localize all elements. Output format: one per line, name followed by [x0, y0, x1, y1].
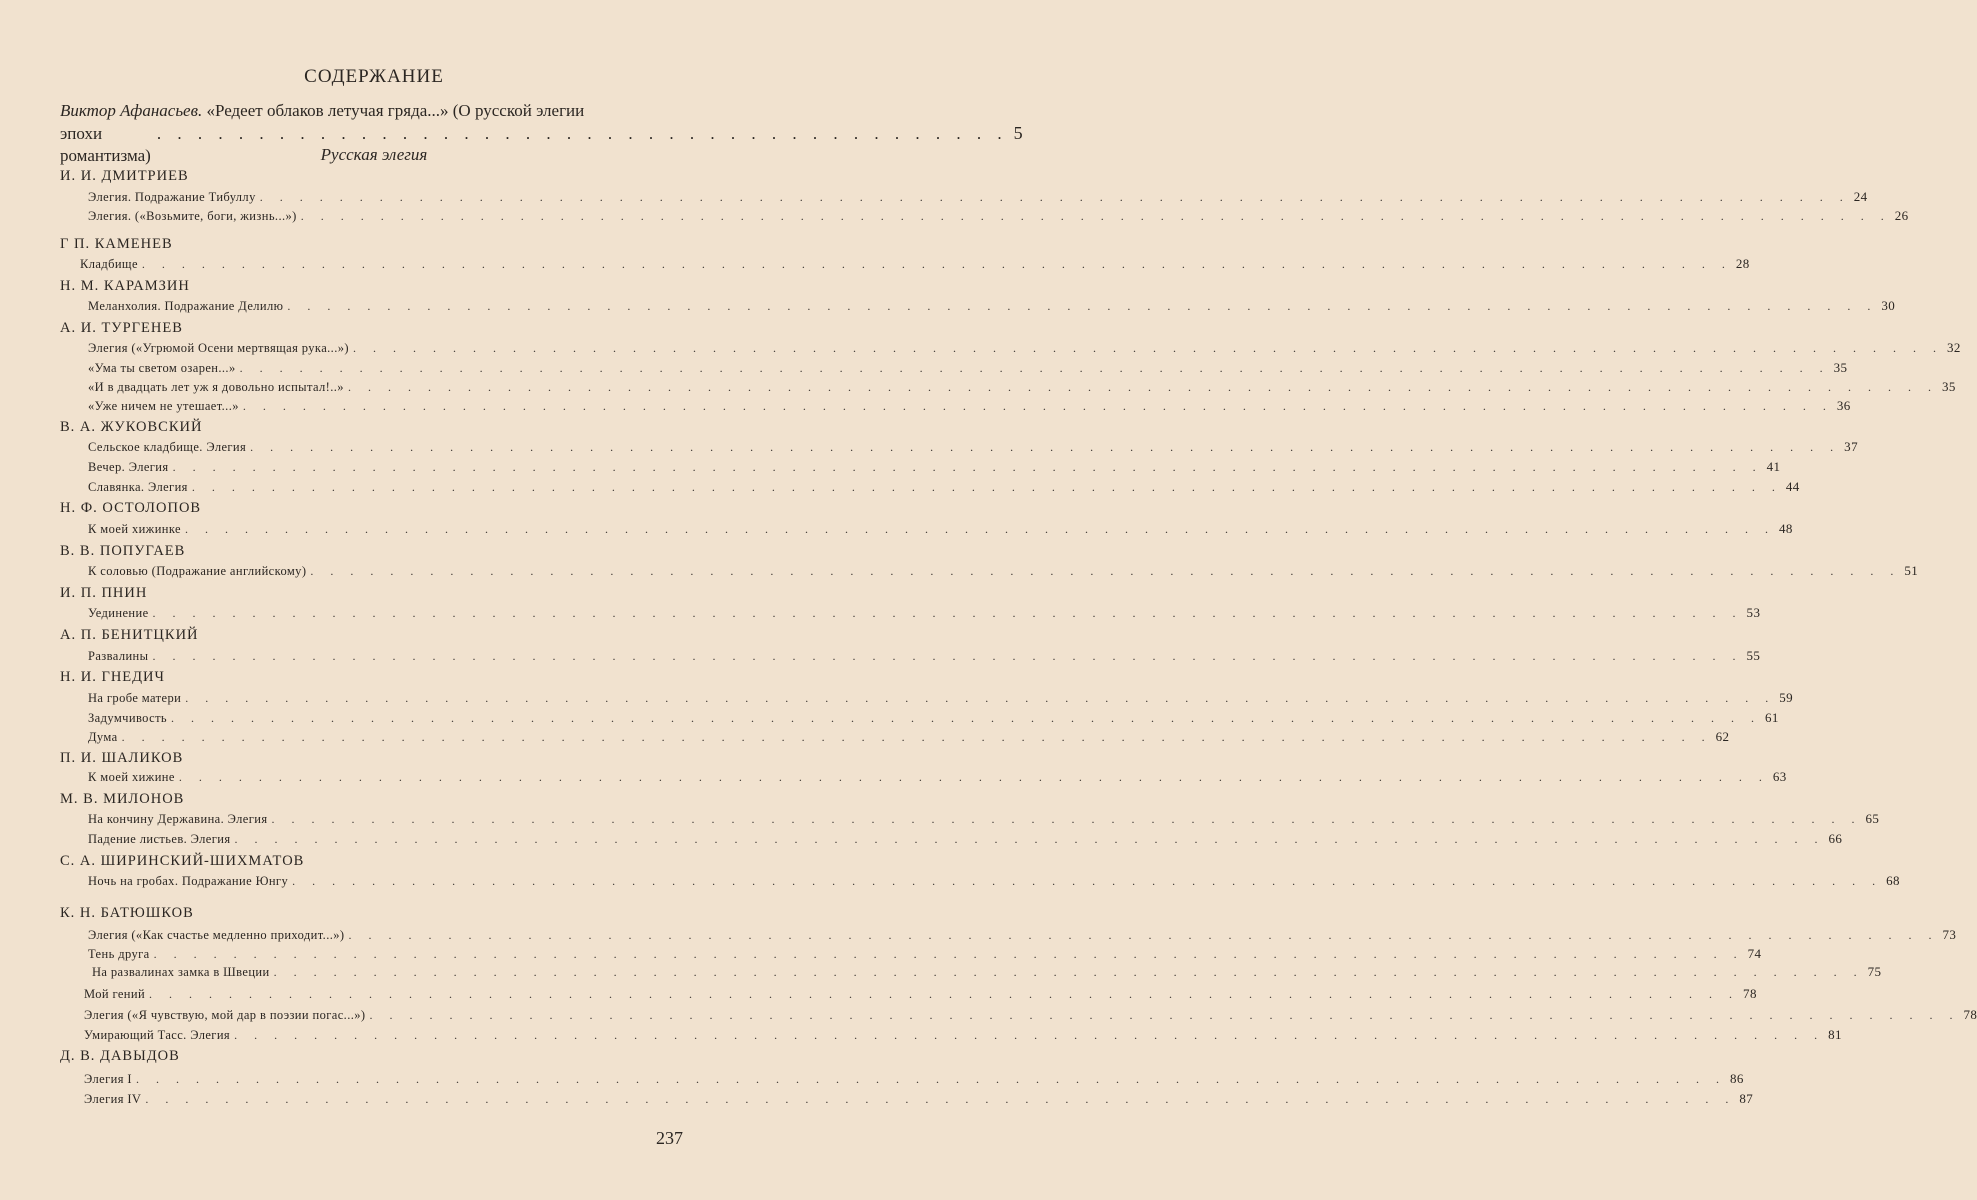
entry-title: «Ума ты светом озарен...» — [88, 361, 236, 375]
leader-dots: . . . . . . . . . . . . . . . . . . . . . . . . . . . . . . . . . . . . . . . . . . . . . . . . . . . . . . . . . . . . . . . . . . . . . . . . . . . . . . . . — [287, 299, 1878, 313]
author-name: П. И. ШАЛИКОВ — [60, 750, 184, 766]
entry-title: Задумчивость — [88, 711, 168, 725]
author-name: Д. В. ДАВЫДОВ — [60, 1048, 180, 1064]
entry-page: 59 — [1779, 690, 1794, 705]
leader-dots: . . . . . . . . . . . . . . . . . . . . . . . . . . . . . . . . . . . . . . . . . . . . . . . . . . . . . . . . . . . . . . . . . . . . . . . . . . . . . . . . — [300, 209, 1891, 223]
entry-title: Кладбище — [80, 257, 138, 271]
toc-entry — [84, 1091, 1754, 1107]
entry-title: Падение листьев. Элегия — [88, 832, 231, 846]
entry-title: Славянка. Элегия — [88, 480, 188, 494]
entry-title: «И в двадцать лет уж я довольно испытал!..» — [88, 380, 344, 394]
entry-page: 51 — [1904, 563, 1919, 578]
leader-dots: . . . . . . . . . . . . . . . . . . . . . . . . . . . . . . . . . . . . . . . . . . . . . . . . . . . . . . . . . . . . . . . . . . . . . . . . . . . . . . . . — [347, 380, 1938, 394]
page-number: 237 — [656, 1128, 683, 1148]
section-title: Русская элегия — [320, 145, 428, 164]
leader-dots: . . . . . . . . . . . . . . . . . . . . . . . . . . . . . . . . . . . . . . . . . . . . . . . . . . . . . . . . . . . . . . . . . . . . . . . . . . . . . . . . — [250, 440, 1841, 454]
entry-page: 68 — [1886, 873, 1900, 888]
toc-entry — [88, 927, 1957, 943]
entry-title: Ночь на гробах. Подражание Юнгу — [88, 874, 289, 888]
entry-page: 78 — [1963, 1007, 1977, 1022]
toc-entry — [88, 459, 1781, 475]
entry-title: Элегия IV — [84, 1092, 142, 1106]
toc-entry — [80, 256, 1750, 272]
entry-title: Уединение — [88, 606, 149, 620]
entry-page: 86 — [1729, 1071, 1744, 1086]
intro-author: Виктор Афанасьев. — [60, 101, 203, 120]
leader-dots: . . . . . . . . . . . . . . . . . . . . . . . . . . . . . . . . . . . . . . . . . . . . . . . . . . . . . . . . . . . . . . . . . . . . . . . . . . . . . . . . — [149, 987, 1740, 1001]
toc-entry — [88, 769, 1787, 785]
leader-dots: . . . . . . . . . . . . . . . . . . . . . . . . . . . . . . . . . . . . . . . . . . . . . . . . . . . . . . . . . . . . . . . . . . . . . . . . . . . . . . . . — [152, 649, 1743, 663]
leader-dots: . . . . . . . . . . . . . . . . . . . . . . . . . . . . . . . . . . . . . . . . . . . . . . . . . . . . . . . . . . . . . . . . . . . . . . . . . . . . . . . . — [310, 564, 1901, 578]
toc-entry — [84, 1071, 1744, 1087]
entry-title: Элегия. Подражание Тибуллу — [88, 190, 256, 204]
leader-dots: . . . . . . . . . . . . . . . . . . . . . . . . . . . . . . . . . . . . . . . . . . . . . . . . . . . . . . . . . . . . . . . . . . . . . . . . . . . . . . . . — [185, 522, 1776, 536]
toc-entry — [88, 946, 1762, 962]
toc-entry — [88, 379, 1956, 395]
entry-title: Тень друга — [88, 947, 150, 961]
intro-page: 5 — [1013, 123, 1023, 143]
entry-page: 48 — [1779, 521, 1793, 536]
leader-dots: . . . . . . . . . . . . . . . . . . . . . . . . . . . . . . . . . . . . . . . . . . . . . . . . . . . . . . . . . . . . . . . . . . . . . . . . . . . . . . . . — [152, 606, 1743, 620]
leader-dots: . . . . . . . . . . . . . . . . . . . . . . . . . . . . . . . . . . . . . . . . . . . . . . . . . . . . . . . . . . . . . . . . . . . . . . . . . . . . . . . . — [135, 1072, 1726, 1086]
entry-page: 35 — [1833, 360, 1848, 375]
entry-page: 53 — [1746, 605, 1761, 620]
toc-entry — [88, 811, 1880, 827]
entry-page: 44 — [1785, 479, 1800, 494]
entry-title: Элегия («Я чувствую, мой дар в поэзии погас...») — [84, 1008, 366, 1022]
toc-entry — [88, 189, 1868, 205]
author-name: К. Н. БАТЮШКОВ — [60, 905, 194, 921]
entry-page: 66 — [1828, 831, 1843, 846]
intro-line-1 — [60, 100, 696, 122]
toc-entry — [88, 831, 1843, 847]
entry-title: На кончину Державина. Элегия — [88, 812, 268, 826]
toc-entry — [84, 986, 1757, 1002]
entry-title: К моей хижинке — [88, 522, 182, 536]
entry-page: 41 — [1766, 459, 1781, 474]
author-name: И. П. ПНИН — [60, 585, 148, 601]
page-heading: СОДЕРЖАНИЕ — [304, 66, 444, 87]
entry-page: 65 — [1865, 811, 1880, 826]
entry-title: Элегия («Угрюмой Осени мертвящая рука...») — [88, 341, 349, 355]
leader-dots: . . . . . . . . . . . . . . . . . . . . . . . . . . . . . . . . . . . . . . . . . . . . . . . . . . . . . . . . . . . . . . . . . . . . . . . . . . . . . . . . — [242, 399, 1833, 413]
entry-page: 62 — [1715, 729, 1730, 744]
entry-page: 61 — [1765, 710, 1779, 725]
entry-title: Элегия («Как счастье медленно приходит...») — [88, 928, 345, 942]
entry-page: 28 — [1735, 256, 1750, 271]
leader-dots: . . . . . . . . . . . . . . . . . . . . . . . . . . . . . . . . . . . . . . . . . . . . . . . . . . . . . . . . . . . . . . . . . . . . . . . . . . . . . . . . — [234, 832, 1825, 846]
toc-entry — [88, 690, 1794, 706]
entry-title: Умирающий Тасс. Элегия — [84, 1028, 231, 1042]
entry-title: Сельское кладбище. Элегия — [88, 440, 247, 454]
toc-entry — [88, 208, 1909, 224]
entry-page: 55 — [1746, 648, 1761, 663]
entry-title: Вечер. Элегия — [88, 460, 169, 474]
leader-dots: . . . . . . . . . . . . . . . . . . . . . . . . . . . . . . . . . . . . . . . . . . . . . . . . . . . . . . . . . . . . . . . . . . . . . . . . . . . . . . . . — [185, 691, 1776, 705]
author-name: Г П. КАМЕНЕВ — [60, 236, 173, 252]
entry-page: 35 — [1941, 379, 1956, 394]
author-name: М. В. МИЛОНОВ — [60, 791, 185, 807]
leader-dots: . . . . . . . . . . . . . . . . . . . . . . . . . . . . . . . . . . . . . . . . . . — [156, 124, 1008, 143]
toc-entry — [88, 648, 1761, 664]
toc-entry — [84, 1027, 1842, 1043]
entry-page: 78 — [1743, 986, 1757, 1001]
entry-title: Дума — [88, 730, 118, 744]
entry-page: 87 — [1739, 1091, 1754, 1106]
author-name: И. И. ДМИТРИЕВ — [60, 168, 189, 184]
entry-page: 75 — [1867, 964, 1882, 979]
toc-entry — [88, 521, 1793, 537]
entry-title: Элегия. («Возьмите, боги, жизнь...») — [88, 209, 297, 223]
entry-title: Мой гений — [84, 987, 146, 1001]
leader-dots: . . . . . . . . . . . . . . . . . . . . . . . . . . . . . . . . . . . . . . . . . . . . . . . . . . . . . . . . . . . . . . . . . . . . . . . . . . . . . . . . — [191, 480, 1782, 494]
entry-title: На развалинах замка в Швеции — [92, 965, 270, 979]
leader-dots: . . . . . . . . . . . . . . . . . . . . . . . . . . . . . . . . . . . . . . . . . . . . . . . . . . . . . . . . . . . . . . . . . . . . . . . . . . . . . . . . — [273, 965, 1864, 979]
toc-entry — [88, 873, 1900, 889]
leader-dots: . . . . . . . . . . . . . . . . . . . . . . . . . . . . . . . . . . . . . . . . . . . . . . . . . . . . . . . . . . . . . . . . . . . . . . . . . . . . . . . . — [153, 947, 1744, 961]
leader-dots: . . . . . . . . . . . . . . . . . . . . . . . . . . . . . . . . . . . . . . . . . . . . . . . . . . . . . . . . . . . . . . . . . . . . . . . . . . . . . . . . — [292, 874, 1883, 888]
entry-page: 36 — [1836, 398, 1851, 413]
intro-title-part1: «Редеет облаков летучая гряда...» (О русской элегии — [206, 101, 585, 120]
toc-entry — [88, 298, 1896, 314]
author-name: А. П. БЕНИТЦКИЙ — [60, 627, 199, 643]
leader-dots: . . . . . . . . . . . . . . . . . . . . . . . . . . . . . . . . . . . . . . . . . . . . . . . . . . . . . . . . . . . . . . . . . . . . . . . . . . . . . . . . — [145, 1092, 1736, 1106]
intro-title-part2: эпохи романтизма) — [60, 124, 151, 165]
entry-page: 73 — [1942, 927, 1957, 942]
toc-entry — [88, 710, 1779, 726]
author-name: Н. И. ГНЕДИЧ — [60, 669, 165, 685]
leader-dots: . . . . . . . . . . . . . . . . . . . . . . . . . . . . . . . . . . . . . . . . . . . . . . . . . . . . . . . . . . . . . . . . . . . . . . . . . . . . . . . . — [369, 1008, 1960, 1022]
entry-title: Элегия I — [84, 1072, 132, 1086]
toc-entry — [92, 964, 1882, 980]
author-name: Н. Ф. ОСТОЛОПОВ — [60, 500, 202, 516]
entry-page: 74 — [1747, 946, 1762, 961]
entry-page: 26 — [1894, 208, 1909, 223]
leader-dots: . . . . . . . . . . . . . . . . . . . . . . . . . . . . . . . . . . . . . . . . . . . . . . . . . . . . . . . . . . . . . . . . . . . . . . . . . . . . . . . . — [121, 730, 1712, 744]
author-name: В. В. ПОПУГАЕВ — [60, 543, 186, 559]
toc-entry — [88, 605, 1761, 621]
entry-title: На гробе матери — [88, 691, 182, 705]
entry-page: 24 — [1853, 189, 1868, 204]
entry-title: К соловью (Подражание английскому) — [88, 564, 307, 578]
toc-entry — [88, 729, 1730, 745]
leader-dots: . . . . . . . . . . . . . . . . . . . . . . . . . . . . . . . . . . . . . . . . . . . . . . . . . . . . . . . . . . . . . . . . . . . . . . . . . . . . . . . . — [271, 812, 1862, 826]
author-name: С. А. ШИРИНСКИЙ-ШИХМАТОВ — [60, 853, 305, 869]
leader-dots: . . . . . . . . . . . . . . . . . . . . . . . . . . . . . . . . . . . . . . . . . . . . . . . . . . . . . . . . . . . . . . . . . . . . . . . . . . . . . . . . — [234, 1028, 1825, 1042]
entry-page: 81 — [1828, 1027, 1842, 1042]
toc-entry — [84, 1007, 1977, 1023]
leader-dots: . . . . . . . . . . . . . . . . . . . . . . . . . . . . . . . . . . . . . . . . . . . . . . . . . . . . . . . . . . . . . . . . . . . . . . . . . . . . . . . . — [141, 257, 1732, 271]
toc-entry — [88, 439, 1858, 455]
toc-entry — [88, 340, 1961, 356]
entry-page: 37 — [1844, 439, 1858, 454]
author-name: А. И. ТУРГЕНЕВ — [60, 320, 183, 336]
toc-entry — [88, 479, 1800, 495]
entry-title: Меланхолия. Подражание Делилю — [88, 299, 284, 313]
entry-title: К моей хижине — [88, 770, 175, 784]
entry-title: «Уже ничем не утешает...» — [88, 399, 239, 413]
leader-dots: . . . . . . . . . . . . . . . . . . . . . . . . . . . . . . . . . . . . . . . . . . . . . . . . . . . . . . . . . . . . . . . . . . . . . . . . . . . . . . . . — [259, 190, 1850, 204]
leader-dots: . . . . . . . . . . . . . . . . . . . . . . . . . . . . . . . . . . . . . . . . . . . . . . . . . . . . . . . . . . . . . . . . . . . . . . . . . . . . . . . . — [352, 341, 1943, 355]
toc-entry — [88, 563, 1919, 579]
entry-title: Развалины — [88, 649, 149, 663]
entry-page: 32 — [1946, 340, 1961, 355]
leader-dots: . . . . . . . . . . . . . . . . . . . . . . . . . . . . . . . . . . . . . . . . . . . . . . . . . . . . . . . . . . . . . . . . . . . . . . . . . . . . . . . . — [171, 711, 1762, 725]
toc-entry — [88, 360, 1848, 376]
leader-dots: . . . . . . . . . . . . . . . . . . . . . . . . . . . . . . . . . . . . . . . . . . . . . . . . . . . . . . . . . . . . . . . . . . . . . . . . . . . . . . . . — [239, 361, 1830, 375]
entry-page: 63 — [1772, 769, 1787, 784]
leader-dots: . . . . . . . . . . . . . . . . . . . . . . . . . . . . . . . . . . . . . . . . . . . . . . . . . . . . . . . . . . . . . . . . . . . . . . . . . . . . . . . . — [178, 770, 1769, 784]
author-name: В. А. ЖУКОВСКИЙ — [60, 419, 203, 435]
leader-dots: . . . . . . . . . . . . . . . . . . . . . . . . . . . . . . . . . . . . . . . . . . . . . . . . . . . . . . . . . . . . . . . . . . . . . . . . . . . . . . . . — [172, 460, 1763, 474]
entry-page: 30 — [1881, 298, 1896, 313]
author-name: Н. М. КАРАМЗИН — [60, 278, 190, 294]
toc-entry — [88, 398, 1851, 414]
leader-dots: . . . . . . . . . . . . . . . . . . . . . . . . . . . . . . . . . . . . . . . . . . . . . . . . . . . . . . . . . . . . . . . . . . . . . . . . . . . . . . . . — [348, 928, 1939, 942]
